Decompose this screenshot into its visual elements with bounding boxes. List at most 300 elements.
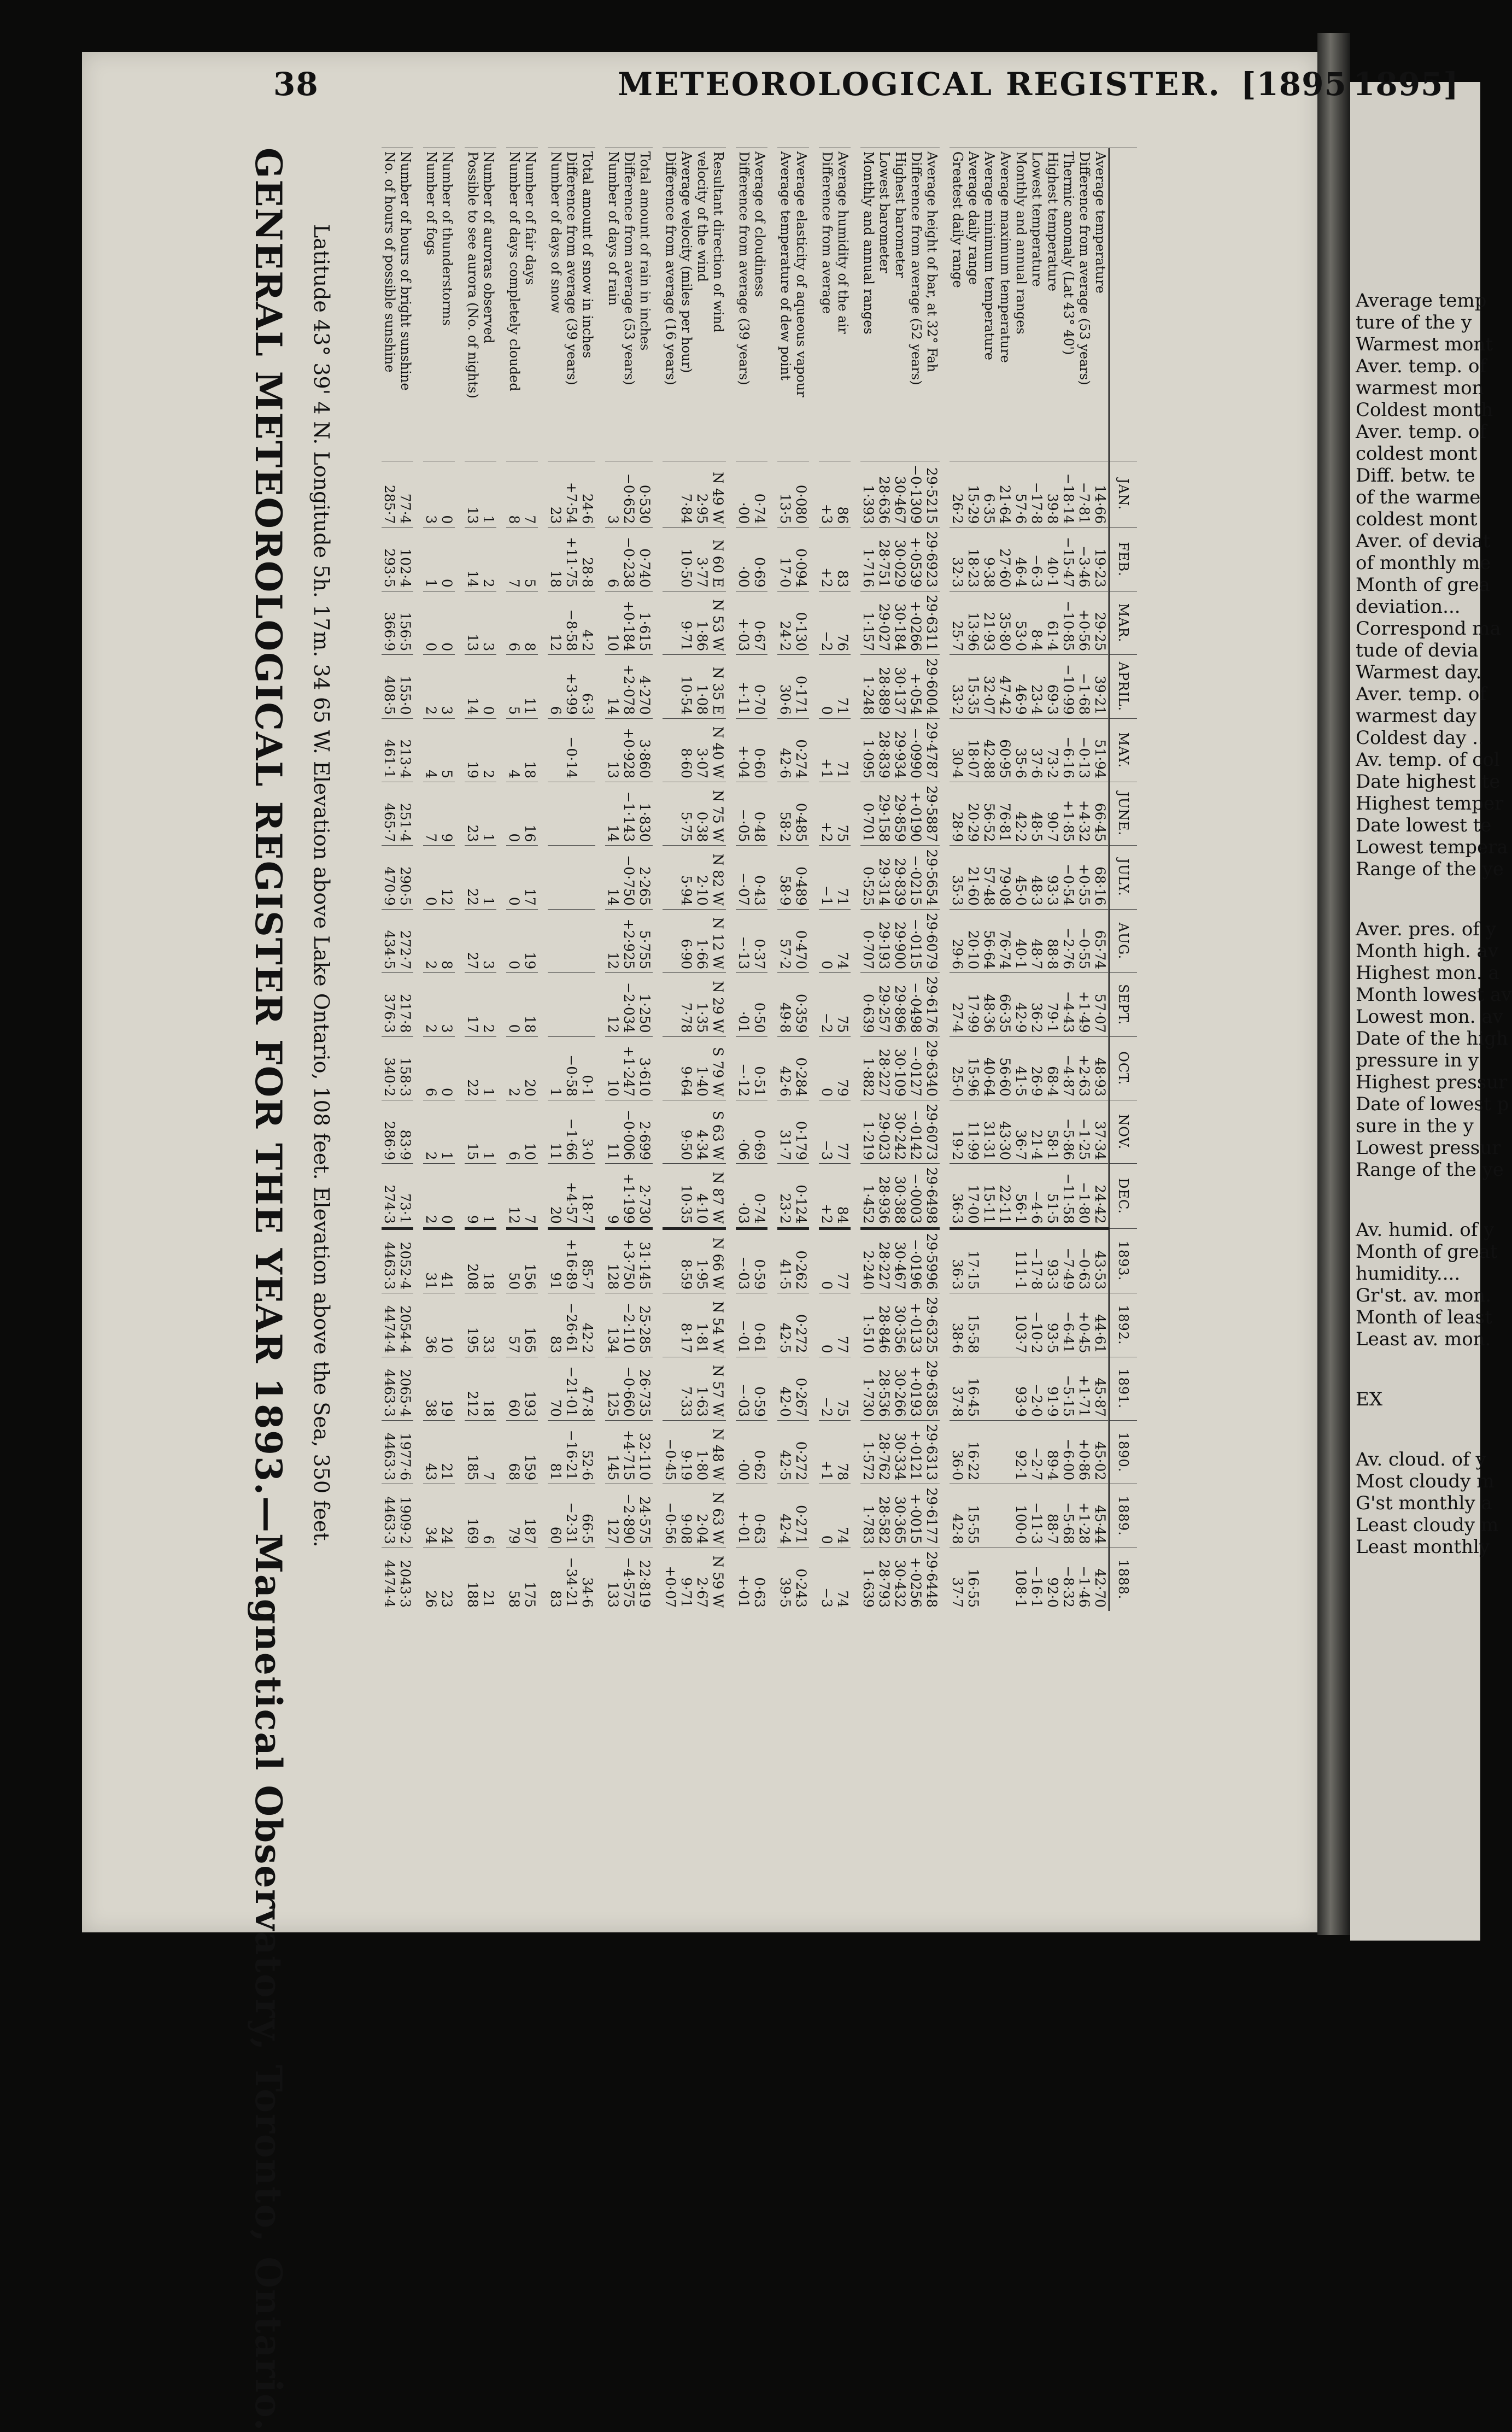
table-row <box>1060 148 1076 1611</box>
table-cell: 51·94 <box>1092 718 1109 782</box>
table-cell: −·03 <box>736 1357 752 1420</box>
right-page-line: Av. humid. of y <box>1356 1219 1495 1241</box>
table-cell: 12 <box>605 973 621 1036</box>
table-cell: 0 <box>819 909 835 972</box>
table-header-row <box>1109 148 1138 1611</box>
table-row <box>835 148 851 1611</box>
table-cell <box>579 846 595 909</box>
table-cell: 10·35 <box>678 1164 694 1228</box>
table-cell: 0·69 <box>752 528 767 591</box>
table-cell: 40·1 <box>1013 909 1029 972</box>
table-row <box>579 148 595 1611</box>
table-cell: 185 <box>465 1420 480 1484</box>
table-cell: 91·9 <box>1045 1357 1060 1420</box>
table-cell: +·0190 <box>908 782 924 846</box>
table-cell: 0 <box>439 591 455 654</box>
table-cell: 0 <box>506 782 522 846</box>
column-header: FEB. <box>1109 528 1138 591</box>
right-page-line: Month of least <box>1356 1306 1492 1328</box>
right-page-line: Most cloudy m <box>1356 1470 1495 1492</box>
table-cell: 66·5 <box>579 1484 595 1548</box>
table-cell: 18·23 <box>965 528 981 591</box>
table-cell: ·01 <box>736 973 752 1036</box>
table-cell: 16 <box>522 782 538 846</box>
table-cell: 4463·3 <box>382 1420 397 1484</box>
right-page-year: 1895] <box>1353 66 1459 103</box>
table-cell: +0·45 <box>1076 1293 1092 1357</box>
table-cell: 8 <box>522 591 538 654</box>
table-cell: 1·81 <box>694 1293 710 1357</box>
table-cell: 88·8 <box>1045 909 1060 972</box>
table-cell: 29·6923 <box>924 528 940 591</box>
table-cell: ·00 <box>736 1420 752 1484</box>
table-cell: 187 <box>522 1484 538 1548</box>
table-cell: 27·60 <box>997 528 1013 591</box>
table-cell: N 60 E <box>710 528 726 591</box>
table-cell: 6 <box>605 528 621 591</box>
table-cell: N 82 W <box>710 846 726 909</box>
table-cell: +2 <box>819 782 835 846</box>
table-cell: 9 <box>605 1164 621 1228</box>
table-row <box>997 148 1013 1611</box>
table-cell: −2·034 <box>621 973 637 1036</box>
table-cell: −0·1309 <box>908 461 924 528</box>
table-cell <box>981 1228 997 1293</box>
table-cell: +2·078 <box>621 655 637 718</box>
row-label: Monthly and annual ranges <box>860 148 876 461</box>
table-cell: −6·00 <box>1060 1420 1076 1484</box>
table-cell: 56·1 <box>1013 1164 1029 1228</box>
table-cell: 30·266 <box>892 1357 908 1420</box>
row-label: Number of days completely clouded <box>506 148 522 461</box>
table-cell: 23·2 <box>777 1164 793 1228</box>
table-cell: −0·14 <box>564 718 579 782</box>
table-cell: 73·2 <box>1045 718 1060 782</box>
table-cell: 1·783 <box>860 1484 876 1548</box>
table-cell: 25·285 <box>637 1293 653 1357</box>
table-cell: 29·6498 <box>924 1164 940 1228</box>
table-cell: 68·4 <box>1045 1036 1060 1100</box>
table-cell: +·0015 <box>908 1484 924 1548</box>
row-label: Average minimum temperature <box>981 148 997 461</box>
table-cell: −·0196 <box>908 1228 924 1293</box>
table-cell: 7·33 <box>678 1357 694 1420</box>
row-label: Average velocity (miles per hour) <box>678 148 694 461</box>
table-cell: 29·6311 <box>924 591 940 654</box>
table-cell <box>663 655 678 718</box>
table-cell: 19·2 <box>950 1100 965 1163</box>
table-cell: 39·8 <box>1045 461 1060 528</box>
table-cell: 50 <box>506 1228 522 1293</box>
table-cell: 4 <box>506 718 522 782</box>
row-label: Total amount of rain in inches <box>637 148 653 461</box>
table-row <box>548 148 564 1611</box>
table-cell: −·03 <box>736 1228 752 1293</box>
table-cell: 14 <box>605 782 621 846</box>
table-cell: 71 <box>835 718 851 782</box>
table-row <box>710 148 726 1611</box>
table-cell: 37·7 <box>950 1548 965 1611</box>
table-cell: S 79 W <box>710 1036 726 1100</box>
table-row <box>621 148 637 1611</box>
table-cell: 9·64 <box>678 1036 694 1100</box>
table-cell: 89·4 <box>1045 1420 1060 1484</box>
table-cell: 1·40 <box>694 1036 710 1100</box>
table-cell: 93·9 <box>1013 1357 1029 1420</box>
table-cell <box>981 1420 997 1484</box>
table-cell: 0 <box>439 528 455 591</box>
table-cell: 1·219 <box>860 1100 876 1163</box>
table-cell: 2065·4 <box>397 1357 413 1420</box>
table-cell: 0·470 <box>793 909 809 972</box>
right-page <box>1350 82 1512 1941</box>
table-cell: 9·38 <box>981 528 997 591</box>
table-cell: N 53 W <box>710 591 726 654</box>
group-spacer <box>496 148 506 1611</box>
table-cell: 29·6313 <box>924 1420 940 1484</box>
right-page-line: Av. cloud. of y <box>1356 1449 1486 1470</box>
table-cell: 11 <box>605 1100 621 1163</box>
table-cell: 27·4 <box>950 973 965 1036</box>
table-cell: 57·48 <box>981 846 997 909</box>
table-cell <box>663 909 678 972</box>
table-row <box>397 148 413 1611</box>
group-spacer <box>455 148 465 1611</box>
table-cell: N 35 E <box>710 655 726 718</box>
table-cell: 42·4 <box>777 1484 793 1548</box>
row-label: Number of auroras observed <box>480 148 496 461</box>
table-cell: 127 <box>605 1484 621 1548</box>
table-cell: 78 <box>835 1420 851 1484</box>
table-cell <box>663 1293 678 1357</box>
table-cell: 24·2 <box>777 591 793 654</box>
table-cell: 2 <box>423 1100 439 1163</box>
table-cell <box>564 909 579 972</box>
table-cell: N 48 W <box>710 1420 726 1484</box>
table-cell: 2 <box>480 718 496 782</box>
table-cell: 20 <box>548 1164 564 1228</box>
table-cell: 75 <box>835 1357 851 1420</box>
table-cell: 0·271 <box>793 1484 809 1548</box>
table-cell: −·01 <box>736 1293 752 1357</box>
table-cell: +·01 <box>736 1484 752 1548</box>
table-cell: 69·3 <box>1045 655 1060 718</box>
table-row <box>506 148 522 1611</box>
page-number: 38 <box>273 66 319 103</box>
table-cell: 3 <box>605 461 621 528</box>
table-cell: 29·6177 <box>924 1484 940 1548</box>
table-cell: 51·5 <box>1045 1164 1060 1228</box>
table-cell: 48·7 <box>1029 909 1045 972</box>
table-cell <box>981 1548 997 1611</box>
table-cell: N 75 W <box>710 782 726 846</box>
table-cell: 28·8 <box>579 528 595 591</box>
right-page-line: Date lowest te <box>1356 814 1492 836</box>
table-cell: 14·66 <box>1092 461 1109 528</box>
table-cell: 29·6 <box>950 909 965 972</box>
right-page-line: Highest mon. a <box>1356 962 1499 984</box>
table-cell: +·11 <box>736 655 752 718</box>
table-cell: 0 <box>439 461 455 528</box>
table-cell: 29·314 <box>876 846 892 909</box>
table-cell: 8·17 <box>678 1293 694 1357</box>
table-row <box>736 148 752 1611</box>
right-page-line: ture of the y <box>1356 312 1472 333</box>
table-cell: 0·48 <box>752 782 767 846</box>
table-cell: 0·530 <box>637 461 653 528</box>
table-cell: 10·54 <box>678 655 694 718</box>
table-cell: 0·359 <box>793 973 809 1036</box>
table-cell: +0·184 <box>621 591 637 654</box>
table-cell: 159 <box>522 1420 538 1484</box>
table-cell: −0·45 <box>663 1420 678 1484</box>
table-cell: 15·96 <box>965 1036 981 1100</box>
table-cell: 0 <box>423 591 439 654</box>
table-row <box>908 148 924 1611</box>
table-cell: 0·1 <box>579 1036 595 1100</box>
table-cell: 376·3 <box>382 973 397 1036</box>
table-cell: 28·846 <box>876 1293 892 1357</box>
table-cell <box>997 1484 1013 1548</box>
table-cell: 169 <box>465 1484 480 1548</box>
row-label: Number of thunderstorms <box>439 148 455 461</box>
table-cell: 1·157 <box>860 591 876 654</box>
table-cell: 70 <box>548 1357 564 1420</box>
row-label: Average temperature of dew point <box>777 148 793 461</box>
right-page-line: Month of great <box>1356 1241 1498 1263</box>
table-cell: 1 <box>480 782 496 846</box>
table-cell: 366·9 <box>382 591 397 654</box>
table-cell: −2 <box>819 1357 835 1420</box>
table-cell: −0·652 <box>621 461 637 528</box>
table-cell: 60 <box>506 1357 522 1420</box>
table-cell: −8·32 <box>1060 1548 1076 1611</box>
table-cell: 29·6079 <box>924 909 940 972</box>
table-cell: 0·740 <box>637 528 653 591</box>
table-cell: 0 <box>819 1484 835 1548</box>
table-cell: 9 <box>439 782 455 846</box>
table-cell: 0 <box>819 1293 835 1357</box>
table-cell: 1·572 <box>860 1420 876 1484</box>
table-cell: −2·890 <box>621 1484 637 1548</box>
table-cell: +0·55 <box>1076 846 1092 909</box>
table-cell: 340·2 <box>382 1036 397 1100</box>
table-cell: 8 <box>506 461 522 528</box>
table-cell: 45·02 <box>1092 1420 1109 1484</box>
table-cell: −34·21 <box>564 1548 579 1611</box>
table-cell: −8·58 <box>564 591 579 654</box>
table-cell: 0·179 <box>793 1100 809 1163</box>
register-table-wrap <box>344 148 1137 1897</box>
table-cell: −2 <box>819 591 835 654</box>
table-row <box>1013 148 1029 1611</box>
table-cell: 15·58 <box>965 1293 981 1357</box>
row-label: Average daily range <box>965 148 981 461</box>
table-cell: 31·145 <box>637 1228 653 1293</box>
table-cell: 2·95 <box>694 461 710 528</box>
row-label: Number of days of rain <box>605 148 621 461</box>
table-cell: 0·272 <box>793 1420 809 1484</box>
table-cell: 18 <box>480 1357 496 1420</box>
table-cell: 17·00 <box>965 1164 981 1228</box>
table-cell: 16·45 <box>965 1357 981 1420</box>
table-cell: 29·158 <box>876 782 892 846</box>
table-cell: 6·35 <box>981 461 997 528</box>
table-cell: 195 <box>465 1293 480 1357</box>
table-cell: 37·34 <box>1092 1100 1109 1163</box>
table-cell: 28·889 <box>876 655 892 718</box>
table-cell: −4·575 <box>621 1548 637 1611</box>
row-label: No. of hours of possible sunshine <box>382 148 397 461</box>
running-title: METEOROLOGICAL REGISTER. <box>618 66 1221 103</box>
table-cell: 2 <box>423 973 439 1036</box>
table-cell: 16·22 <box>965 1420 981 1484</box>
table-cell: −·07 <box>736 846 752 909</box>
table-cell: 5 <box>439 718 455 782</box>
table-cell: 83 <box>835 528 851 591</box>
table-cell: 58·2 <box>777 782 793 846</box>
right-page-line: Month lowest av <box>1356 984 1512 1006</box>
table-cell: −2·110 <box>621 1293 637 1357</box>
table-cell: −7·81 <box>1076 461 1092 528</box>
column-header: JAN. <box>1109 461 1138 528</box>
group-spacer <box>653 148 663 1611</box>
column-header: 1888. <box>1109 1548 1138 1611</box>
table-cell: 42·70 <box>1092 1548 1109 1611</box>
table-cell: 1 <box>480 461 496 528</box>
column-header: MAR. <box>1109 591 1138 654</box>
table-cell: 93·3 <box>1045 846 1060 909</box>
table-cell: 32·3 <box>950 528 965 591</box>
table-cell: 29·5887 <box>924 782 940 846</box>
table-cell: −0·54 <box>1060 846 1076 909</box>
table-cell: 19 <box>465 718 480 782</box>
table-cell: −10·99 <box>1060 655 1076 718</box>
table-cell: 1 <box>423 528 439 591</box>
table-cell: 4474·4 <box>382 1548 397 1611</box>
table-cell <box>981 1357 997 1420</box>
table-cell: 4·10 <box>694 1164 710 1228</box>
header-year: [1895 <box>1241 66 1347 103</box>
table-cell: 290·5 <box>397 846 413 909</box>
table-cell: 0·38 <box>694 782 710 846</box>
table-row <box>965 148 981 1611</box>
right-page-line: Least av. mon. <box>1356 1328 1491 1350</box>
table-cell: 41 <box>439 1228 455 1293</box>
table-cell: 47·42 <box>997 655 1013 718</box>
table-cell: −5·86 <box>1060 1100 1076 1163</box>
table-cell: 2·265 <box>637 846 653 909</box>
table-cell: 0·525 <box>860 846 876 909</box>
table-cell: 1·248 <box>860 655 876 718</box>
table-cell: 17·0 <box>777 528 793 591</box>
table-cell: 30·242 <box>892 1100 908 1163</box>
table-cell: 0·67 <box>752 591 767 654</box>
table-cell: 13·96 <box>965 591 981 654</box>
table-cell: N 49 W <box>710 461 726 528</box>
table-cell: 4 <box>423 718 439 782</box>
table-cell: 26·735 <box>637 1357 653 1420</box>
table-cell: 36 <box>423 1293 439 1357</box>
table-row <box>793 148 809 1611</box>
table-cell: 81 <box>548 1420 564 1484</box>
table-cell: 13 <box>605 718 621 782</box>
table-cell: 0·74 <box>752 461 767 528</box>
table-cell: 58·1 <box>1045 1100 1060 1163</box>
table-cell: 125 <box>605 1357 621 1420</box>
table-cell: 5·94 <box>678 846 694 909</box>
group-spacer <box>595 148 605 1611</box>
table-cell: 1·615 <box>637 591 653 654</box>
table-cell: +·054 <box>908 655 924 718</box>
table-cell: 30·137 <box>892 655 908 718</box>
table-cell: 3·860 <box>637 718 653 782</box>
table-cell: 36·0 <box>950 1420 965 1484</box>
table-cell: 29·5215 <box>924 461 940 528</box>
right-page-line: EX <box>1356 1388 1383 1410</box>
table-cell: 29·193 <box>876 909 892 972</box>
table-cell: 25·0 <box>950 1036 965 1100</box>
table-cell: 76·81 <box>997 782 1013 846</box>
right-page-line: Warmest mont <box>1356 333 1493 355</box>
table-cell: 29·6073 <box>924 1100 940 1163</box>
table-cell: 83 <box>548 1548 564 1611</box>
table-cell: +·0256 <box>908 1548 924 1611</box>
table-cell: −·0003 <box>908 1164 924 1228</box>
table-cell: 28·793 <box>876 1548 892 1611</box>
table-cell: 133 <box>605 1548 621 1611</box>
row-label: Lowest temperature <box>1029 148 1045 461</box>
table-cell: 61·4 <box>1045 591 1060 654</box>
table-cell: 3 <box>480 909 496 972</box>
table-cell: 0·43 <box>752 846 767 909</box>
table-cell: −4·6 <box>1029 1164 1045 1228</box>
column-header: APRIL. <box>1109 655 1138 718</box>
row-label: Average of cloudiness <box>752 148 767 461</box>
table-cell: 52·6 <box>579 1420 595 1484</box>
table-cell: 12 <box>605 909 621 972</box>
table-cell: 29·896 <box>892 973 908 1036</box>
table-cell: −6·3 <box>1029 528 1045 591</box>
table-cell: 286·9 <box>382 1100 397 1163</box>
row-label: Number of hours of bright sunshine <box>397 148 413 461</box>
table-cell: 56·64 <box>981 909 997 972</box>
table-cell: ·03 <box>736 1164 752 1228</box>
table-cell: 92·0 <box>1045 1548 1060 1611</box>
table-cell: ·00 <box>736 528 752 591</box>
group-spacer <box>940 148 950 1611</box>
table-cell: 48·93 <box>1092 1036 1109 1100</box>
table-cell: 470·9 <box>382 846 397 909</box>
table-cell: 31 <box>423 1228 439 1293</box>
table-cell: 1·35 <box>694 973 710 1036</box>
table-cell: 77 <box>835 1228 851 1293</box>
table-cell: +1·199 <box>621 1164 637 1228</box>
table-cell: −15·47 <box>1060 528 1076 591</box>
table-cell <box>663 1357 678 1420</box>
table-cell: 1·095 <box>860 718 876 782</box>
table-cell: 56·52 <box>981 782 997 846</box>
table-cell: 48·36 <box>981 973 997 1036</box>
table-cell: 2·04 <box>694 1484 710 1548</box>
table-cell: 84 <box>835 1164 851 1228</box>
table-cell: N 40 W <box>710 718 726 782</box>
table-cell: −2·76 <box>1060 909 1076 972</box>
table-cell: 38·6 <box>950 1293 965 1357</box>
table-cell: 45·87 <box>1092 1357 1109 1420</box>
table-cell: 15 <box>465 1100 480 1163</box>
table-cell: 48·5 <box>1029 782 1045 846</box>
